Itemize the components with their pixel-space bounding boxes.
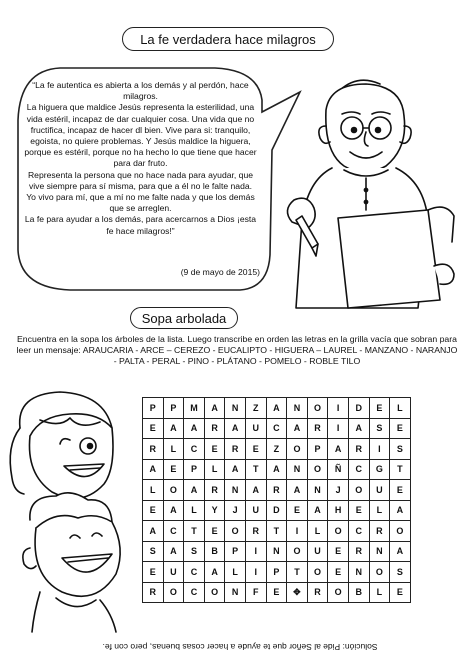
grid-cell: R [307, 418, 328, 439]
grid-cell: S [390, 439, 411, 460]
grid-cell: T [390, 459, 411, 480]
grid-cell: O [328, 521, 349, 542]
grid-cell: I [328, 418, 349, 439]
grid-cell: U [245, 500, 266, 521]
grid-cell: L [307, 521, 328, 542]
grid-cell: C [163, 521, 184, 542]
grid-cell: J [328, 480, 349, 501]
grid-cell: E [143, 418, 164, 439]
grid-cell: U [245, 418, 266, 439]
grid-cell: Ñ [328, 459, 349, 480]
grid-cell: A [184, 418, 205, 439]
grid-cell: P [184, 459, 205, 480]
grid-cell: N [369, 541, 390, 562]
grid-cell: I [245, 562, 266, 583]
grid-cell: S [184, 541, 205, 562]
grid-cell: I [369, 439, 390, 460]
quote-line: “La fe autentica es abierta a los demás y al perdón, hace milagros. [32, 80, 249, 102]
grid-cell: Z [245, 398, 266, 419]
grid-cell: A [204, 562, 225, 583]
grid-cell: A [390, 500, 411, 521]
grid-cell: L [369, 500, 390, 521]
grid-cell: E [328, 562, 349, 583]
grid-cell: O [163, 582, 184, 603]
grid-row [143, 398, 411, 419]
grid-cell: A [204, 398, 225, 419]
grid-row [143, 439, 411, 460]
grid-cell: Z [266, 439, 287, 460]
grid-cell: P [225, 541, 246, 562]
grid-cell: E [204, 439, 225, 460]
grid-cell: A [143, 459, 164, 480]
grid-cell: A [287, 418, 308, 439]
grid-cell: E [348, 500, 369, 521]
grid-cell: N [225, 582, 246, 603]
grid-cell: R [143, 582, 164, 603]
grid-cell: L [184, 500, 205, 521]
solution-text: Solución: Pide al Señor que te ayude a hacer cosas buenas, pero con fe. [102, 642, 378, 652]
grid-row [143, 459, 411, 480]
quote-date: (9 de mayo de 2015) [180, 267, 260, 277]
grid-cell: N [287, 459, 308, 480]
grid-cell: E [390, 582, 411, 603]
grid-cell: C [348, 521, 369, 542]
grid-row [143, 500, 411, 521]
grid-cell: E [204, 521, 225, 542]
grid-cell: U [369, 480, 390, 501]
grid-cell: L [163, 439, 184, 460]
grid-cell: P [143, 398, 164, 419]
grid-row [143, 521, 411, 542]
grid-cell: E [328, 541, 349, 562]
grid-cell: L [369, 582, 390, 603]
grid-row [143, 562, 411, 583]
grid-cell: T [184, 521, 205, 542]
grid-cell: R [348, 439, 369, 460]
quote-line: La fe para ayudar a los demás, para acercarnos a Dios ¡esta fe hace milagros!” [24, 214, 257, 236]
word-search-grid [142, 397, 411, 603]
grid-cell: A [225, 459, 246, 480]
grid-cell: A [307, 500, 328, 521]
grid-cell: U [307, 541, 328, 562]
grid-cell: O [307, 459, 328, 480]
quote-line: Representa la persona que no hace nada para ayudar, que vive siempre para sí misma, para que a él no le falte nada. Yo vivo para mí, que a mí no me falte nada y que los demás que se arreglen. [26, 169, 255, 214]
grid-cell: A [287, 480, 308, 501]
grid-cell: E [369, 398, 390, 419]
grid-cell: O [307, 562, 328, 583]
grid-cell: B [204, 541, 225, 562]
grid-cell: J [225, 500, 246, 521]
grid-cell: C [348, 459, 369, 480]
grid-cell: C [184, 582, 205, 603]
grid-cell: G [369, 459, 390, 480]
grid-cell: A [184, 480, 205, 501]
grid-cell: O [225, 521, 246, 542]
grid-cell: P [163, 398, 184, 419]
grid-cell: T [245, 459, 266, 480]
grid-cell: E [266, 582, 287, 603]
grid-cell: S [390, 562, 411, 583]
grid-cell: M [184, 398, 205, 419]
grid-cell: E [390, 480, 411, 501]
grid-cell: A [225, 418, 246, 439]
grid-cell: R [369, 521, 390, 542]
grid-cell: N [225, 398, 246, 419]
grid-cell: A [266, 398, 287, 419]
grid-cell: A [390, 541, 411, 562]
grid-cell: D [266, 500, 287, 521]
grid-cell: O [287, 541, 308, 562]
grid-cell: O [348, 480, 369, 501]
grid-cell: O [328, 582, 349, 603]
grid-cell: E [390, 418, 411, 439]
grid-cell: O [204, 582, 225, 603]
grid-cell: N [266, 541, 287, 562]
grid-cell: E [163, 459, 184, 480]
grid-cell: R [266, 480, 287, 501]
grid-cell: I [245, 541, 266, 562]
grid-cell: B [348, 582, 369, 603]
grid-cell: R [348, 541, 369, 562]
grid-cell: L [390, 398, 411, 419]
grid-cell: ✥ [287, 582, 308, 603]
page-title: La fe verdadera hace milagros [122, 27, 334, 51]
grid-cell: R [204, 418, 225, 439]
grid-cell: C [184, 562, 205, 583]
grid-cell: T [266, 521, 287, 542]
section-title: Sopa arbolada [130, 307, 238, 329]
grid-cell: L [225, 562, 246, 583]
grid-cell: A [163, 500, 184, 521]
grid-row [143, 582, 411, 603]
grid-cell: O [287, 439, 308, 460]
grid-cell: R [225, 439, 246, 460]
quote-line: La higuera que maldice Jesús representa la esterilidad, una vida estéril, incapaz de dar cualquier cosa. Una vida que no fructifica, incapaz de hacer dl bien. Vive para si: tranquilo, egoista, no quiere problemas. Y Jesús maldice la higuera, porque es estéril, porque no ha hecho lo que tiene que hacer para dar fruto. [24, 102, 257, 169]
grid-cell: H [328, 500, 349, 521]
grid-cell: A [143, 521, 164, 542]
grid-cell: N [287, 398, 308, 419]
quote-text [24, 80, 257, 237]
grid-cell: R [143, 439, 164, 460]
children-illustration [0, 388, 145, 633]
grid-cell: E [245, 439, 266, 460]
instructions-text: Encuentra en la sopa los árboles de la lista. Luego transcribe en orden las letras en la grilla vacía que sobran para leer un mensaje: ARAUCARIA - ARCE – CEREZO - EUCALIPTO - HIGUERA – LAUREL - MANZANO - NARANJO - PALTA - PERAL - PINO - PLÁTANO - POMELO - ROBLE TILO [16, 334, 458, 366]
grid-cell: L [204, 459, 225, 480]
grid-cell: Y [204, 500, 225, 521]
grid-cell: E [143, 500, 164, 521]
grid-cell: T [287, 562, 308, 583]
grid-cell: R [307, 582, 328, 603]
grid-cell: N [307, 480, 328, 501]
grid-cell: N [225, 480, 246, 501]
grid-row [143, 480, 411, 501]
grid-row [143, 541, 411, 562]
grid-cell: R [245, 521, 266, 542]
grid-cell: I [328, 398, 349, 419]
grid-cell: C [266, 418, 287, 439]
grid-cell: A [163, 541, 184, 562]
grid-cell: F [245, 582, 266, 603]
grid-cell: O [369, 562, 390, 583]
grid-cell: A [348, 418, 369, 439]
grid-cell: S [369, 418, 390, 439]
grid-row [143, 418, 411, 439]
grid-cell: E [143, 562, 164, 583]
grid-cell: L [143, 480, 164, 501]
grid-cell: U [163, 562, 184, 583]
grid-cell: O [307, 398, 328, 419]
grid-cell: P [307, 439, 328, 460]
grid-cell: N [348, 562, 369, 583]
pope-illustration [278, 70, 463, 310]
grid-cell: D [348, 398, 369, 419]
grid-cell: A [163, 418, 184, 439]
grid-cell: P [266, 562, 287, 583]
grid-cell: E [287, 500, 308, 521]
grid-cell: I [287, 521, 308, 542]
grid-cell: C [184, 439, 205, 460]
grid-cell: O [163, 480, 184, 501]
grid-cell: A [245, 480, 266, 501]
grid-cell: R [204, 480, 225, 501]
grid-cell: O [390, 521, 411, 542]
grid-cell: S [143, 541, 164, 562]
grid-cell: A [266, 459, 287, 480]
grid-cell: A [328, 439, 349, 460]
